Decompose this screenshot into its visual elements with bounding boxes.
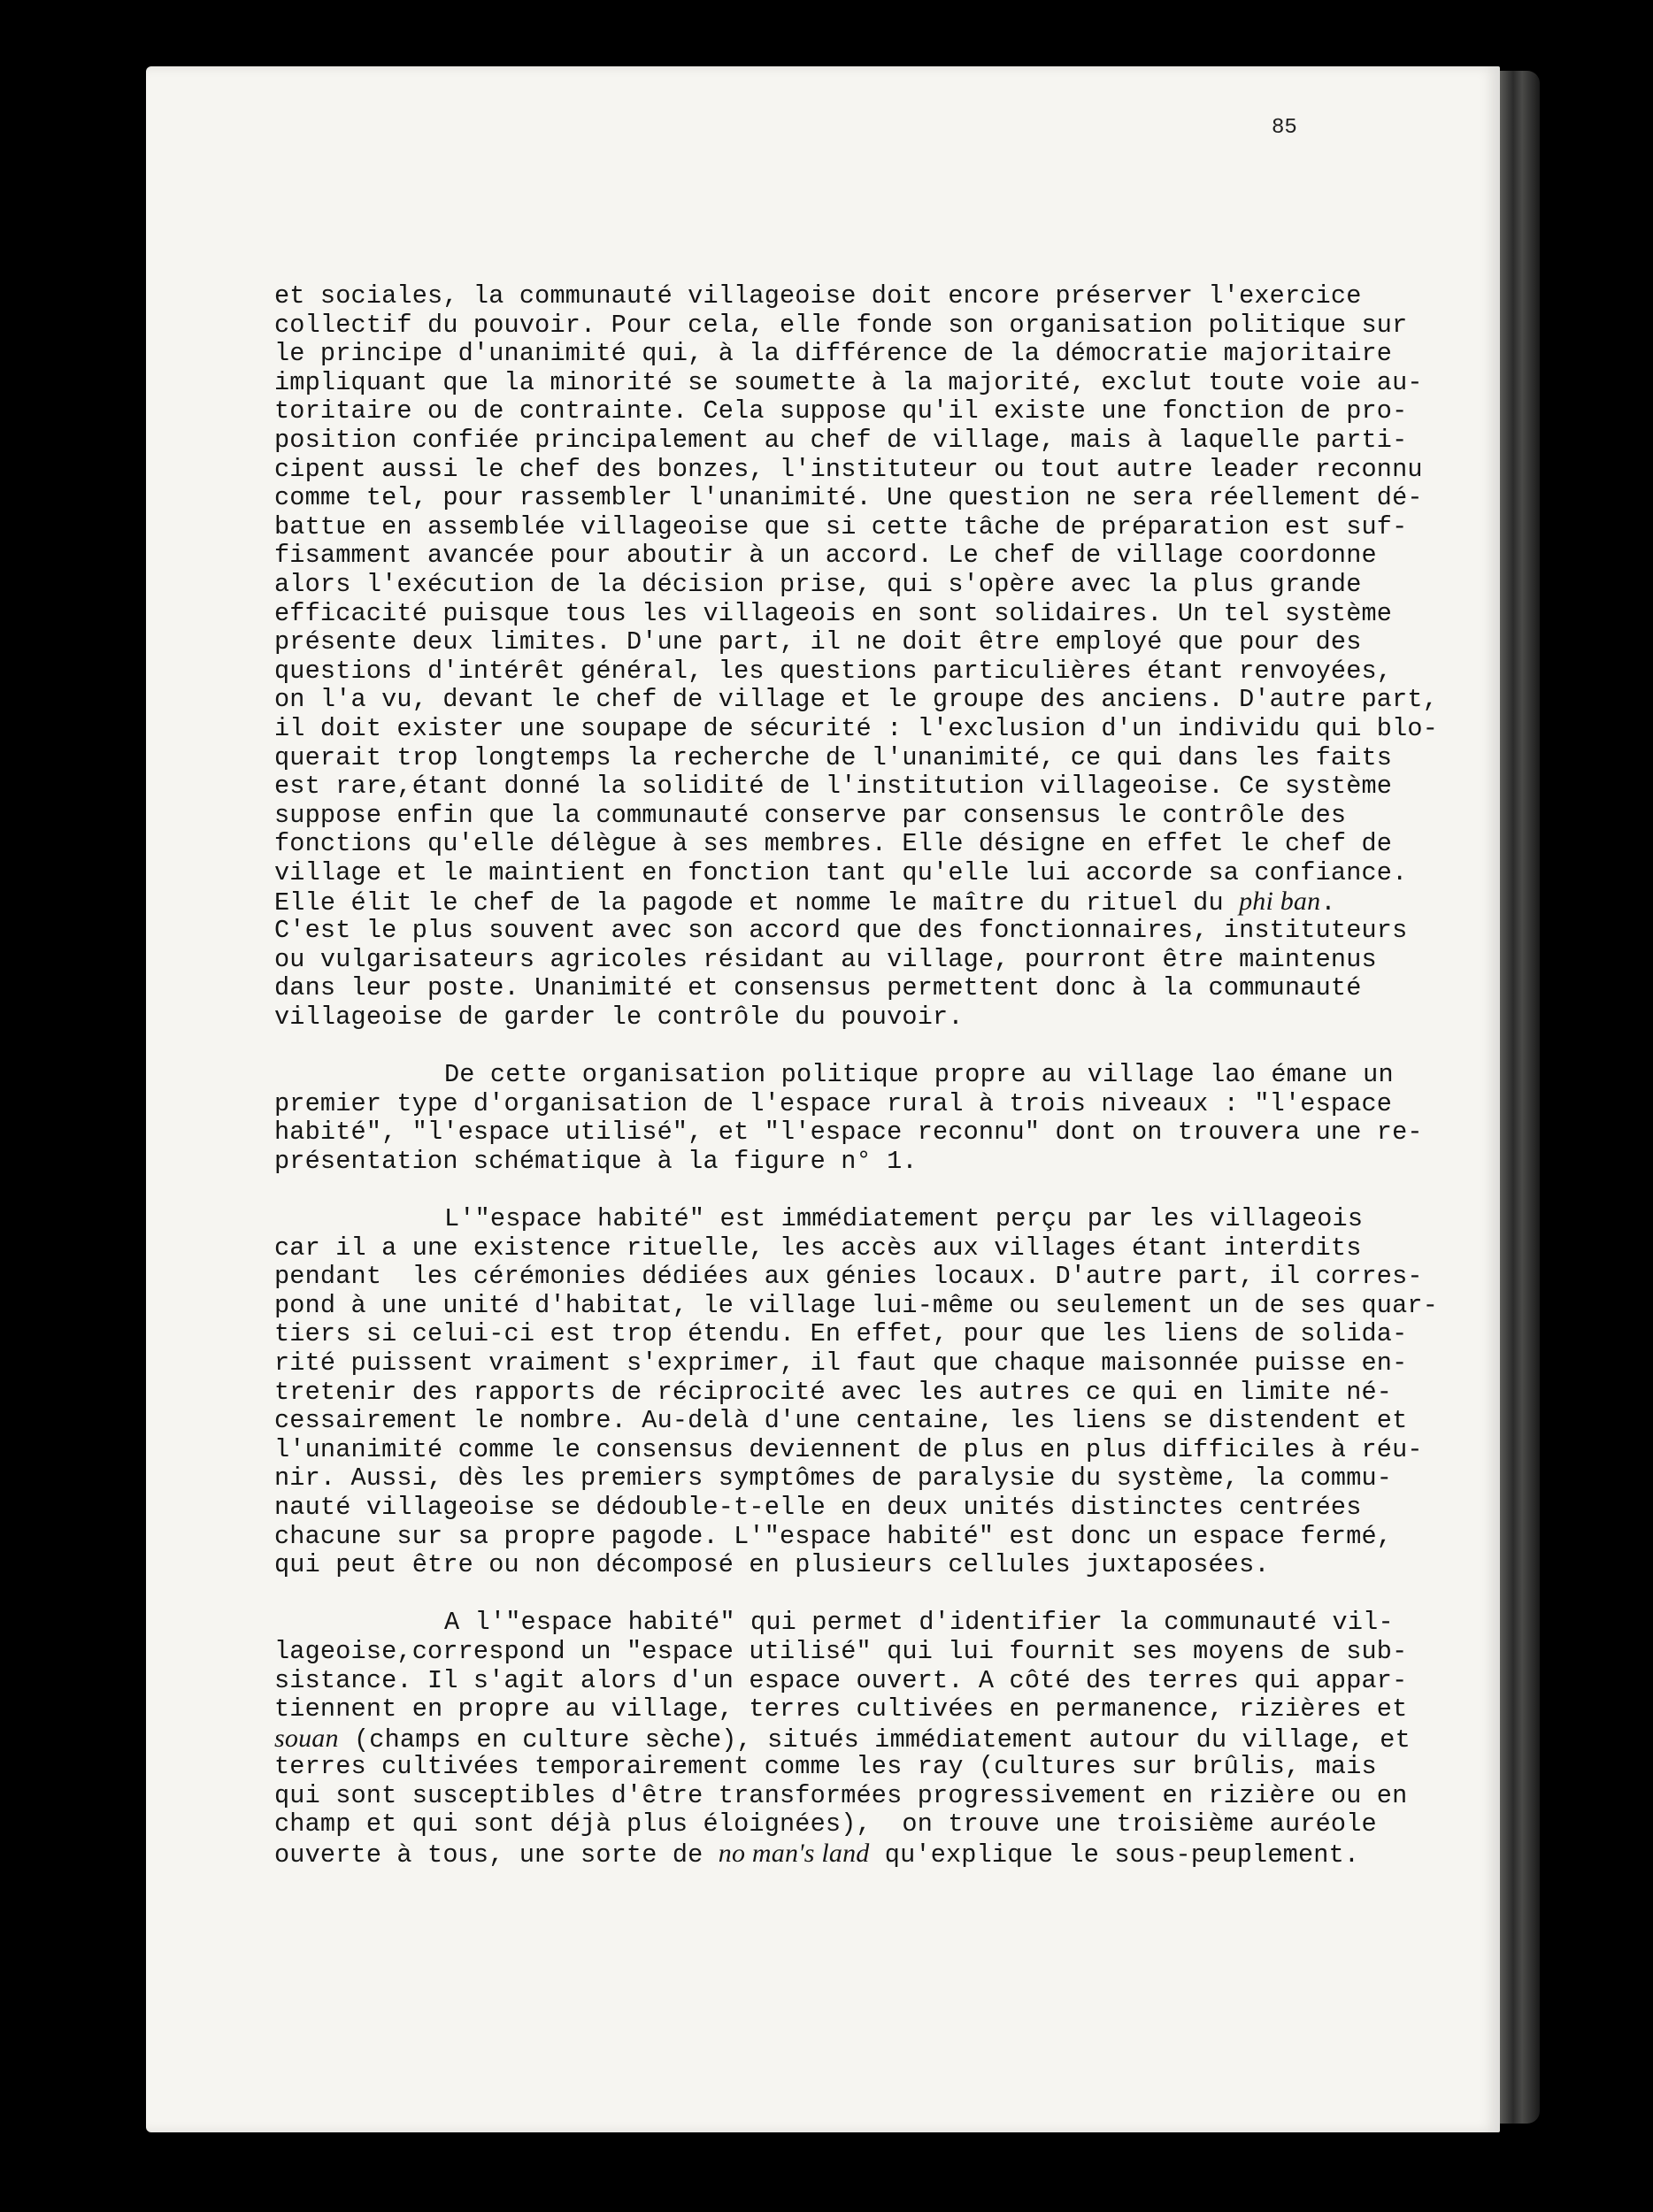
text-line: position confiée principalement au chef de village, mais à laquelle parti- <box>274 425 1408 455</box>
paragraph-4 <box>274 1608 1411 1870</box>
text-line: pendant les cérémonies dédiées aux génies locaux. D'autre part, il corres- <box>274 1262 1423 1292</box>
text-line: battue en assemblée villageoise que si cette tâche de préparation est suf- <box>274 511 1408 541</box>
text-line: suppose enfin que la communauté conserve par consensus le contrôle des <box>274 800 1347 830</box>
text-line: dans leur poste. Unanimité et consensus permettent donc à la communauté <box>274 973 1362 1003</box>
text-line: fonctions qu'elle délègue à ses membres. Elle désigne en effet le chef de <box>274 829 1393 859</box>
text-line: villageoise de garder le contrôle du pouvoir. <box>274 1002 964 1032</box>
italic-term-no-mans-land: no man's land <box>718 1839 870 1869</box>
text-line: premier type d'organisation de l'espace rural à trois niveaux : "l'espace <box>274 1088 1393 1118</box>
text-line: C'est le plus souvent avec son accord que des fonctionnaires, instituteurs <box>274 916 1408 946</box>
body-text <box>274 281 1439 1870</box>
text-line: qui sont susceptibles d'être transformées progressivement en rizière ou en <box>274 1780 1408 1810</box>
text-line: tiennent en propre au village, terres cultivées en permanence, rizières et <box>274 1694 1408 1724</box>
text-line: est rare,étant donné la solidité de l'institution villageoise. Ce système <box>274 772 1393 802</box>
text-line: qui peut être ou non décomposé en plusieurs cellules juxtaposées. <box>274 1550 1270 1580</box>
paragraph-spacer <box>274 1176 1363 1205</box>
text-line: L'"espace habité" est immédiatement perçu par les villageois <box>444 1204 1364 1233</box>
text-line: il doit exister une soupape de sécurité : l'exclusion d'un individu qui blo- <box>274 713 1439 743</box>
text-line: terres cultivées temporairement comme les ray (cultures sur brûlis, mais <box>274 1752 1377 1782</box>
text-line: nauté villageoise se dédouble-t-elle en deux unités distinctes centrées <box>274 1492 1362 1522</box>
text-line-with-italic <box>274 1839 1363 1869</box>
page-edge-stack <box>1495 71 1540 2124</box>
text-line: cipent aussi le chef des bonzes, l'instituteur ou tout autre leader reconnu <box>274 454 1423 484</box>
text-line: tretenir des rapports de réciprocité avec les autres ce qui en limite né- <box>274 1377 1393 1407</box>
text-line: et sociales, la communauté villageoise doit encore préserver l'exercice <box>274 281 1362 311</box>
text-line: présente deux limites. D'une part, il ne doit être employé que pour des <box>274 627 1362 657</box>
text-line: efficacité puisque tous les villageois en sont solidaires. Un tel système <box>274 598 1393 628</box>
text-line: ou vulgarisateurs agricoles résidant au village, pourront être maintenus <box>274 944 1377 974</box>
text-segment: Elle élit le chef de la pagode et nomme le maître du rituel du <box>274 888 1240 918</box>
paragraph-1 <box>274 281 1439 1032</box>
text-line: habité", "l'espace utilisé", et "l'espace reconnu" dont on trouvera une re- <box>274 1118 1423 1148</box>
text-line: alors l'exécution de la décision prise, qui s'opère avec la plus grande <box>274 569 1362 599</box>
text-line: pond à une unité d'habitat, le village lui-même ou seulement un de ses quar- <box>274 1290 1439 1320</box>
text-line: querait trop longtemps la recherche de l'unanimité, ce qui dans les faits <box>274 742 1393 772</box>
page-number: 85 <box>1272 116 1297 140</box>
text-line-with-italic <box>274 1723 1411 1755</box>
text-line: chacune sur sa propre pagode. L'"espace habité" est donc un espace fermé, <box>274 1521 1393 1551</box>
paragraph-spacer <box>274 1580 1363 1609</box>
text-line: cessairement le nombre. Au-delà d'une centaine, les liens se distendent et <box>274 1406 1408 1436</box>
paragraph-spacer <box>274 1032 1363 1061</box>
text-line: on l'a vu, devant le chef de village et le groupe des anciens. D'autre part, <box>274 685 1439 715</box>
text-line: sistance. Il s'agit alors d'un espace ouvert. A côté des terres qui appar- <box>274 1665 1408 1695</box>
text-line: tiers si celui-ci est trop étendu. En effet, pour que les liens de solida- <box>274 1319 1408 1349</box>
text-line: collectif du pouvoir. Pour cela, elle fonde son organisation politique sur <box>274 310 1408 340</box>
text-line: De cette organisation politique propre au village lao émane un <box>444 1060 1394 1090</box>
text-line: car il a une existence rituelle, les accès aux villages étant interdits <box>274 1233 1362 1263</box>
text-segment: . <box>1320 888 1336 918</box>
text-line: l'unanimité comme le consensus deviennent de plus en plus difficiles à réu- <box>274 1434 1423 1464</box>
text-line: nir. Aussi, dès les premiers symptômes de paralysie du système, la commu- <box>274 1463 1393 1494</box>
text-segment: (champs en culture sèche), situés immédiatement autour du village, et <box>338 1724 1411 1755</box>
text-line: présentation schématique à la figure n° 1. <box>274 1146 918 1176</box>
text-line: A l'"espace habité" qui permet d'identifier la communauté vil- <box>444 1608 1394 1638</box>
text-segment: qu'explique le sous-peuplement. <box>869 1840 1360 1870</box>
text-line-with-italic <box>274 887 1363 917</box>
text-line: champ et qui sont déjà plus éloignées), on trouve une troisième auréole <box>274 1809 1377 1839</box>
text-line: questions d'intérêt général, les questions particulières étant renvoyées, <box>274 656 1393 686</box>
paragraph-2 <box>274 1060 1423 1176</box>
italic-term-phi-ban: phi ban <box>1239 887 1321 917</box>
text-line: le principe d'unanimité qui, à la différence de la démocratie majoritaire <box>274 339 1393 369</box>
text-line: village et le maintient en fonction tant qu'elle lui accorde sa confiance. <box>274 857 1408 887</box>
paragraph-3 <box>274 1204 1439 1580</box>
text-line: comme tel, pour rassembler l'unanimité. Une question ne sera réellement dé- <box>274 483 1423 513</box>
text-line: rité puissent vraiment s'exprimer, il faut que chaque maisonnée puisse en- <box>274 1348 1408 1378</box>
text-line: impliquant que la minorité se soumette à la majorité, exclut toute voie au- <box>274 367 1423 397</box>
italic-term-souan: souan <box>274 1723 339 1753</box>
text-line: toritaire ou de contrainte. Cela suppose qu'il existe une fonction de pro- <box>274 396 1408 426</box>
text-segment: ouverte à tous, une sorte de <box>274 1840 719 1870</box>
text-line: fisamment avancée pour aboutir à un accord. Le chef de village coordonne <box>274 541 1377 571</box>
text-line: lageoise,correspond un "espace utilisé" qui lui fournit ses moyens de sub- <box>274 1636 1408 1666</box>
